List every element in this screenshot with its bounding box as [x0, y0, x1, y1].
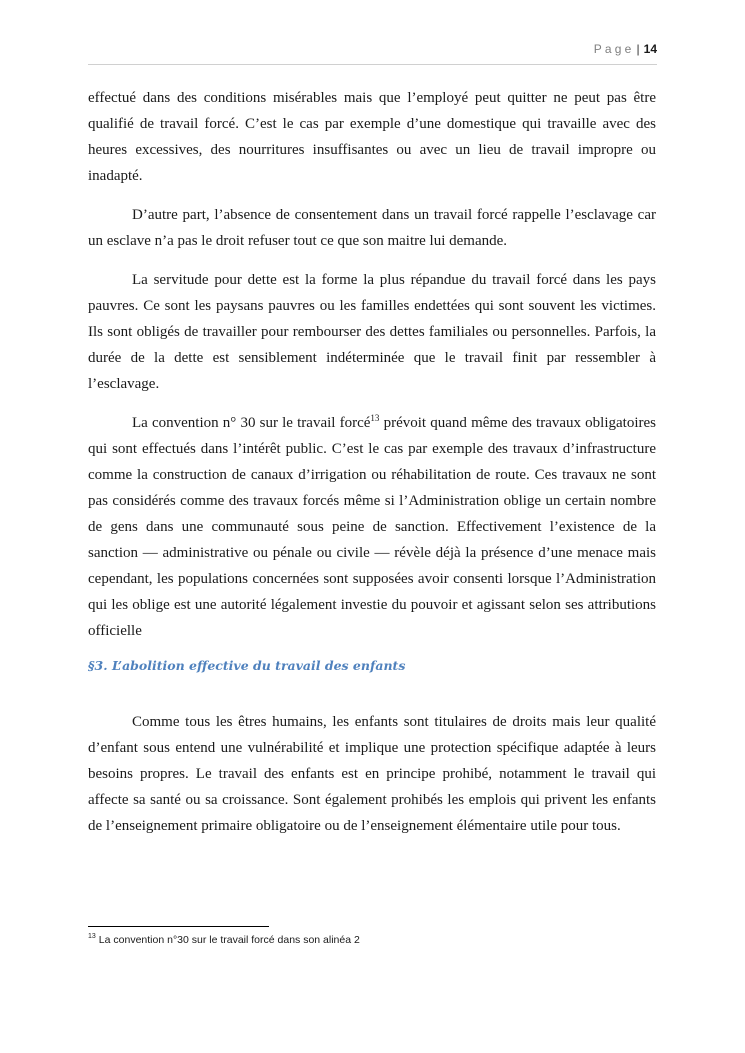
paragraph-4-start: La convention n° 30 sur le travail forcé [132, 415, 371, 431]
section-heading: §3. L’abolition effective du travail des enfants [88, 658, 406, 673]
paragraph-1: effectué dans des conditions misérables mais que l’employé peut quitter ne peut pas être qualifié de travail forcé. C’est le cas par exemple d’une domestique qui travaille avec des heures excessives, des nourritures insuffisantes ou avec un lieu de travail impropre ou inadapté. [88, 90, 656, 184]
page-label: Page [593, 42, 635, 56]
section-paragraph: Comme tous les êtres humains, les enfants sont titulaires de droits mais leur qualité d’enfant sous entend une vulnérabilité et implique une protection spécifique adaptée à leurs besoins propres. Le travail des enfants est en principe prohibé, notamment le travail qui affecte sa santé ou sa croissance. Sont également prohibés les emplois qui privent les enfants de l’enseignement primaire obligatoire ou de l’enseignement élémentaire utile pour tous. [88, 714, 656, 834]
footnote-number: 13 [88, 933, 96, 940]
footnote-reference[interactable]: 13 [370, 413, 380, 423]
footnote [88, 933, 360, 946]
page-number: 14 [643, 42, 657, 56]
paragraph-4-end: prévoit quand même des travaux obligatoires qui sont effectués dans l’intérêt public. C’est le cas par exemple des travaux d’infrastructure comme la construction de canaux d’irrigation ou réhabilitation de route. Ces travaux ne sont pas considérés comme des travaux forcés même si l’Administration oblige un certain nombre de gens dans une communauté sous peine de sanction. Effectivement l’existence de la sanction — administrative ou pénale ou civile — révèle déjà la présence d’une menace mais cependant, les populations concernées sont supposées avoir consenti lorsque l’Administration qui les oblige est une autorité légalement investie du pouvoir et agissant selon ses attributions officielle [88, 415, 657, 639]
header-rule [88, 64, 657, 65]
footnote-text: La convention n°30 sur le travail forcé dans son alinéa 2 [98, 934, 360, 946]
body-text [88, 85, 656, 852]
footnote-separator [88, 926, 269, 927]
paragraph-4 [88, 410, 656, 644]
paragraph-3: La servitude pour dette est la forme la plus répandue du travail forcé dans les pays pauvres. Ce sont les paysans pauvres ou les familles endettées qui sont souvent les victimes. Ils sont obligés de travailler pour rembourser des dettes familiales ou personnelles. Parfois, la durée de la dette est sensiblement indéterminée que le travail finit par ressembler à l’esclavage. [88, 272, 656, 392]
page-header [88, 42, 657, 56]
paragraph-2: D’autre part, l’absence de consentement dans un travail forcé rappelle l’esclavage car un esclave n’a pas le droit refuser tout ce que son maitre lui demande. [88, 207, 656, 249]
page-separator: | [636, 42, 640, 56]
